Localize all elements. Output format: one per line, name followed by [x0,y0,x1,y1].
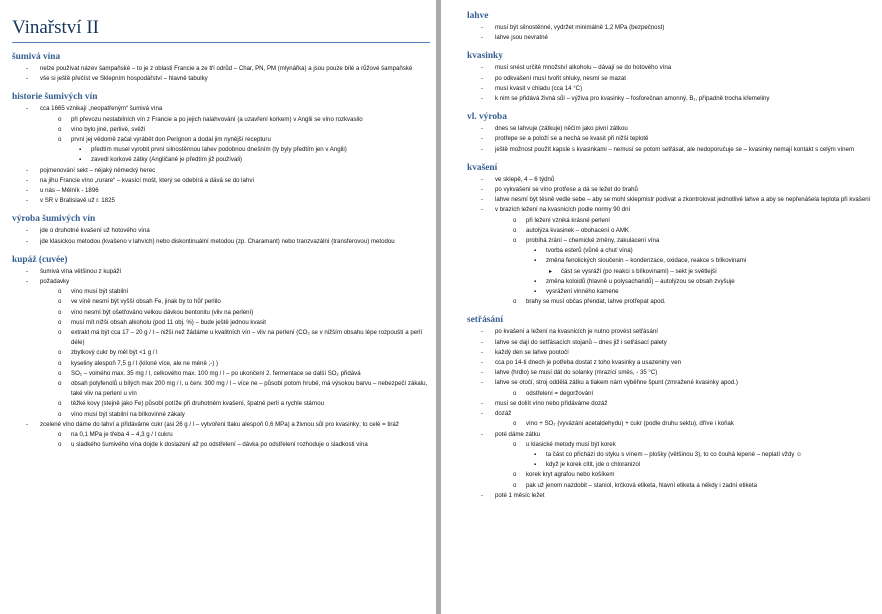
bullet-icon: - [481,348,484,356]
list-item [467,470,875,480]
list-item-text: víno musí být stabilní [71,288,129,296]
list-item [467,338,875,348]
bullet-icon: o [58,349,62,357]
list-item-text: brahy se musí občas přendat, lahve protřepat apod. [526,298,666,306]
bullet-icon: - [26,278,29,286]
list-item-text: musí kvasit v chladu (cca 14 °C) [495,84,583,92]
left-page [0,0,436,614]
section-heading: kvašení [467,162,498,173]
bullet-icon: o [58,359,62,367]
list-item [467,409,875,419]
list-item-text: víno + SO₂ (vyvázání acetaldehydu) + cukr (podle druhu sektu), dříve i koňak [526,420,734,428]
bullet-icon: - [481,34,484,42]
list-item-text: musí být silnostěnné, vydržet minimálně 1,2 MPa (bezpečnost) [495,24,665,31]
bullet-icon: ▪ [534,450,537,458]
bullet-icon: - [26,237,29,245]
list-item-text: při převozu nestabilních vín z Francie a po jejich nalahvování (a uzavření korkem) v Anglii se víno rozkvasilo [71,115,363,123]
list-item-text: zbytkový cukr by měl být <1 g / l [71,349,158,357]
list-item-text: korek kryt agrafou nebo košíkem [526,471,615,479]
list-item [467,175,875,185]
list-item [12,125,430,135]
bullet-icon: ▪ [534,257,537,265]
list-item-text: u sladkého šumivého vína dojde k doslazení až po odstřelení – dávka po odstřelení rozhoduje o sladkosti vína [71,441,368,449]
list-item-text: změna koloidů (hlavně u polysacharidů) – autolýzou se obsah zvyšuje [546,277,735,285]
bullet-icon: o [58,400,62,408]
list-item [467,134,875,144]
list-item-text: víno musí být stabilní na bílkovinné zákaly [71,410,185,418]
list-item-text: obsah polyfenolů u bílých max 200 mg / l, u červ. 300 mg / l – více ne – působí potom hrubě, má výsokou barvu – nebezpečí zákalu, také vliv na perlení u vín [71,380,428,398]
list-item-text: autolýza kvasinek – obohacení o AMK [526,226,629,234]
list-item [12,64,430,74]
bullet-icon: o [513,237,517,245]
bullet-icon: o [58,431,62,439]
list-item [467,33,875,43]
list-item-text: po vykvašení se víno protřese a dá se ležet do brahů [495,186,638,194]
list-item-text: na 0,1 MPa je třeba 4 – 4,3 g / l cukru [71,431,173,439]
bullet-icon: o [58,441,62,449]
list-item [467,440,875,450]
bullet-icon: - [481,206,484,214]
bullet-icon: o [513,481,517,489]
list-item-text: vysrážení vinného kamene [546,288,619,296]
list-item [12,297,430,307]
bullet-icon: - [26,267,29,275]
section-heading: setřásání [467,315,503,326]
list-item [12,287,430,297]
list-item-text: víno nesmí být ošetřováno velkou dávkou bentonitu (vliv na perlení) [71,308,254,316]
list-item [467,368,875,378]
bullet-icon: - [26,105,29,113]
bullet-icon: o [58,410,62,418]
list-item-text: dozáž [495,410,512,418]
right-column [467,0,875,501]
bullet-icon: - [481,64,484,72]
list-item-text: pak už jenom nazdobit – staniol, krčková etiketa, hlavní etiketa a někdy i zadní etiketa [526,481,758,489]
list-item-text: těžké kovy (stejně jako Fe) působí potíže při druhotném kvašení, špatně perlí a rychle stárnou [71,400,325,408]
list-item-text: každý den se lahve pootočí [495,348,569,356]
list-item [12,430,430,440]
list-item-text: změna fenolických sloučenin – kondenzace, oxidace, reakce s bílkovinami [546,257,747,265]
list-item [467,378,875,388]
list-item [12,308,430,318]
list-item-text: musí snést určité množství alkoholu – dávají se do hotového vína [495,64,672,72]
bullet-icon: o [513,226,517,234]
bullet-icon: - [481,125,484,133]
document-title: Vinařství II [12,17,99,38]
bullet-icon: o [513,420,517,428]
list-item [12,166,430,176]
list-item [467,430,875,440]
bullet-icon: o [58,329,62,337]
bullet-icon: - [481,410,484,418]
list-item [12,115,430,125]
list-item [12,145,430,155]
list-item [467,84,875,94]
list-item [12,176,430,186]
list-item [467,481,875,491]
list-item [12,104,430,114]
list-item [12,186,430,196]
bullet-icon: - [481,24,484,31]
bullet-icon: o [513,471,517,479]
list-item-text: pojmenování sekt – nějaký německý herec [40,166,156,174]
bullet-icon: - [481,74,484,82]
bullet-icon: ▸ [549,267,553,275]
list-item [467,327,875,337]
list-item-text: poté 1 měsíc ležet [495,491,545,499]
bullet-icon: - [481,95,484,103]
list-item [467,491,875,501]
bullet-icon: ▪ [534,277,537,285]
bullet-icon: o [513,298,517,306]
section-heading: lahve [467,11,489,21]
list-item [467,256,875,266]
bullet-icon: - [26,75,29,83]
list-item-text: lahve jsou nevratné [495,34,548,42]
list-item-text: odstřelení = degoržování [526,389,594,397]
list-item-text: poté dáme zátku [495,430,541,438]
list-item [12,410,430,420]
list-item [12,369,430,379]
list-item [467,226,875,236]
list-item [467,277,875,287]
list-item-text: při ležení vzniká krásné perlení [526,216,611,224]
bullet-icon: - [481,491,484,499]
left-column [12,0,430,451]
list-item-text: v brazích ležení na kvasnicích podle normy 90 dní [495,206,631,214]
list-item-text: musí se doliít víno nebo přidáváme dozáž [495,399,608,407]
list-item-text: ve sklepě, 4 – 6 týdnů [495,175,555,183]
bullet-icon: - [481,328,484,336]
bullet-icon: - [26,176,29,184]
list-item-text: nelze používat název šampaňské – to je z oblasti Francie a ze tří odrůd – Char, PN, PM (mlynářka) a jsou pouze bílé a růžové šampaňské [40,65,413,72]
list-item-text: část se vysráží (po reakci s bílkovinami) – sekt je světlejší [561,267,717,275]
bullet-icon: o [513,440,517,448]
list-item [467,74,875,84]
list-item [467,358,875,368]
list-item [12,359,430,369]
list-item-text: lahve (hrdlo) se musí dát do solanky (mrazící směs, - 35 °C) [495,369,658,377]
section-heading: vl. výroba [467,112,507,123]
bullet-icon: - [481,186,484,194]
list-item [12,318,430,328]
bullet-icon: o [58,125,62,133]
list-item-text: jde o druhotné kvašení už hotového vína [40,227,150,235]
bullet-icon: - [481,359,484,367]
right-page [441,0,882,614]
list-item [467,246,875,256]
list-item [12,237,430,247]
bullet-icon: - [481,135,484,143]
list-item-text: protřepe se a položí se a nechá se kvasit při nižší teplotě [495,135,649,143]
list-item [12,226,430,236]
bullet-icon: - [481,145,484,153]
list-item [467,460,875,470]
list-item-text: k nim se přidává živná sůl – výživa pro kvasinky – fosforečnan amonný, B₁, případně trocha křemeliny [495,95,770,103]
list-item-text: ve víně nesmí být vyšší obsah Fe, jinak by to hůř perlilo [71,298,221,306]
bullet-icon: ▪ [79,156,82,164]
bullet-icon: o [58,136,62,144]
list-item-text: víno bylo jiné, perlivé, svěží [71,125,146,133]
list-item [12,135,430,145]
list-item-text: ta část co přichází do styku s vínem – plošky (většinou 3), to co čouhá lepené – neplatí vždy ☺ [546,450,803,458]
section-heading: kvasinky [467,51,503,62]
bullet-icon: - [481,399,484,407]
list-item-text: lahve se dají do setřásacích stojanů – dnes již i setřásací palety [495,338,667,346]
list-item [467,348,875,358]
list-item-text: první jej vědomě začal vyrábět don Perignon a dodal jim nynější recepturu [71,136,271,144]
title-underline [12,42,430,43]
list-item [467,23,875,33]
list-item [12,74,430,84]
list-item [467,450,875,460]
list-item-text: po odkvašení musí tvořit shluky, nesmí se mazat [495,74,626,82]
list-item-text: v SR v Bratislavě už r. 1825 [40,197,115,205]
bullet-icon: o [58,318,62,326]
bullet-icon: ▪ [534,461,537,469]
list-item [467,185,875,195]
bullet-icon: - [481,430,484,438]
bullet-icon: - [481,175,484,183]
list-item-text: tvorba esterů (vůně a chuť vína) [546,247,633,255]
bullet-icon: o [58,115,62,123]
list-item [12,155,430,165]
list-item [467,195,875,205]
bullet-icon: - [26,65,29,72]
list-item-text: zavedl korkové zátky (Angličané je předtím již používali) [91,156,243,164]
bullet-icon: - [481,338,484,346]
list-item-text: vše si ještě přečíst ve Sklepním hospodářství – hlavně tabulky [40,75,208,83]
bullet-icon: o [58,288,62,296]
bullet-icon: o [58,298,62,306]
list-item [467,205,875,215]
list-item-text: dnes se lahvuje (zátkuje) něčím jako pivní zátkou [495,125,628,133]
list-item [467,267,875,277]
bullet-icon: - [481,84,484,92]
section-heading: šumivá vína [12,52,61,62]
bullet-icon: - [481,369,484,377]
bullet-icon: o [58,308,62,316]
bullet-icon: o [513,389,517,397]
list-item [467,216,875,226]
list-item-text: cca po 14-ti dnech je potřeba dostat z toho kvasinky a usazeniny ven [495,359,681,367]
bullet-icon: - [481,379,484,387]
list-item-text: jde klasickou metodou (kvašeno v lahvích) nebo diskontinuální metodou (zp. Charamant) nebo tranzvazální (transferovou) metodou [40,237,395,245]
list-item [467,94,875,104]
list-item-text: předtím musel vyrobit první silnostěnnou lahev podobnou dnešním (ty byly předtím jen v Anglii) [91,146,347,154]
list-item-text: SO₂ – volného max. 35 mg / l, celkového max. 100 mg / l – po ukončení 2. fermentace se další SO₂ přidává [71,369,361,377]
bullet-icon: o [58,380,62,388]
list-item [467,297,875,307]
list-item-text: u nás – Mělník - 1896 [40,187,99,195]
bullet-icon: ▪ [79,146,82,154]
list-item [467,236,875,246]
bullet-icon: o [513,216,517,224]
list-item [467,419,875,429]
list-item [467,389,875,399]
list-item [12,348,430,358]
list-item-text: ještě možnost použít kapsle s kvasinkami – nemusí se potom setřásat, ale nedoporučuje se – kvasinky nemají kontakt s celým vínem [495,145,855,153]
list-item [12,277,430,287]
bullet-icon: - [481,196,484,204]
list-item [12,267,430,277]
list-item [467,145,875,155]
list-item [12,379,430,399]
bullet-icon: ▪ [534,247,537,255]
list-item-text: probíhá zrání – chemické změny, zakulacení vína [526,237,660,245]
bullet-icon: - [26,227,29,235]
list-item-text: musí mít nižší obsah alkoholu (pod 11 obj. %) – bude ještě jednou kvasit [71,318,266,326]
bullet-icon: - [26,197,29,205]
list-item [12,420,430,430]
list-item-text: když je korek cítit, jde o chloranizol [546,461,641,469]
list-item-text: požadavky [40,278,70,286]
list-item-text: kyseliny alespoň 7,5 g / l (kiloné více, ale ne méně ;-) ) [71,359,218,367]
list-item-text: cca 1665 vznikají „neopatřeným“ šumivá vína [40,105,163,113]
list-item [12,196,430,206]
list-item-text: u klasické metody musí být korek [526,440,616,448]
list-item-text: zcelené víno dáme do lahví a přidáváme cukr (asi 26 g / l – vytvoření tlaku alespoň 0,6 MPa) a živnou sůl pro kvasinky; to celé = tiráž [40,420,399,428]
bullet-icon: ▪ [534,288,537,296]
list-item [467,399,875,409]
bullet-icon: - [26,420,29,428]
list-item [12,440,430,450]
list-item [467,287,875,297]
list-item [12,328,430,348]
list-item-text: šumivá vína většinou z kupáží [40,267,122,275]
list-item-text: po kvašení a ležení na kvasnicích je nutno provést setřásání [495,328,658,336]
list-item-text: lahve se otočí, stroj oddělá zátku a tlakem nám vyběhne špunt (zmražené kvasinky apod.) [495,379,738,387]
list-item-text: extrakt má být cca 17 – 20 g / l – nižší než žádáme u kvalitních vín – vliv na perlení (CO₂ se v nižším obsahu lépe rozpouští a perlí déle) [71,329,423,347]
section-heading: historie šumivých vín [12,92,98,103]
list-item [12,399,430,409]
list-item [467,63,875,73]
section-heading: výroba šumivých vín [12,214,96,225]
list-item-text: na jihu Francie víno „rurare“ – kvasící mošt, který se odebírá a dává se do lahví [40,176,255,184]
bullet-icon: - [26,187,29,195]
bullet-icon: - [26,166,29,174]
list-item-text: lahve nesmí být těsně vedle sebe – aby se mohl sklepmistr podívat a zkontrolovat jednotlivé lahve a aby se nepřenášela teplota při kvašení [495,196,871,204]
bullet-icon: o [58,369,62,377]
list-item [467,124,875,134]
section-heading: kupáž (cuvée) [12,254,68,265]
